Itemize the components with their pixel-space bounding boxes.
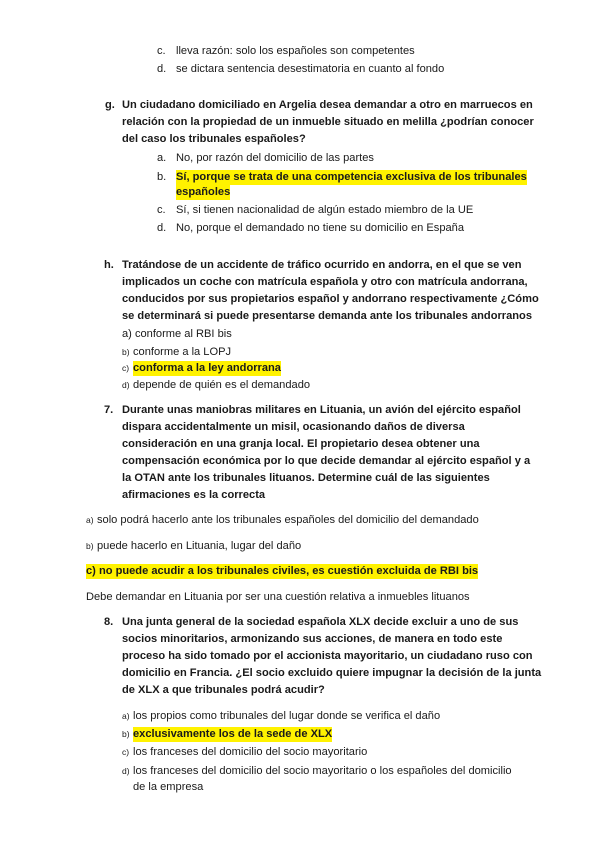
option-text: los propios como tribunales del lugar donde se verifica el daño: [133, 710, 441, 722]
option-text: depende de quién es el demandado: [133, 379, 311, 391]
option-text: los franceses del domicilio del socio mayoritario o los españoles del domicilio: [133, 765, 512, 777]
option-text: solo podrá hacerlo ante los tribunales españoles del domicilio del demandado: [97, 514, 479, 526]
option-marker: d.: [157, 63, 167, 75]
question-line: afirmaciones es la correcta: [122, 489, 266, 501]
option-marker: d): [122, 766, 130, 776]
option-text-highlighted: exclusivamente los de la sede de XLX: [133, 728, 333, 740]
option-text: puede hacerlo en Lituania, lugar del daño: [97, 540, 302, 552]
question-line: relación con la propiedad de un inmueble situado en melilla ¿podrían conocer: [122, 116, 534, 128]
option-marker: a): [86, 515, 94, 525]
option-text: los franceses del domicilio del socio mayoritario: [133, 746, 368, 758]
option-marker: b): [86, 541, 94, 551]
option-marker: a): [122, 711, 130, 721]
option-marker: b.: [157, 171, 167, 183]
option-marker: d.: [157, 222, 167, 234]
option-marker: c): [122, 747, 130, 757]
option-text-highlighted: Sí, porque se trata de una competencia exclusiva de los tribunales: [176, 171, 527, 183]
option-text: lleva razón: solo los españoles son competentes: [176, 45, 415, 57]
option-marker: b): [122, 347, 130, 357]
option-text-highlighted: c) no puede acudir a los tribunales civiles, es cuestión excluida de RBI bis: [86, 565, 479, 577]
question-line: Una junta general de la sociedad española XLX decide excluir a uno de sus: [122, 616, 519, 628]
question-line: consideración en una granja local. El propietario desea obtener una: [122, 438, 480, 450]
question-line: dispara accidentalmente un misil, ocasionando daños de diversa: [122, 421, 465, 433]
option-text-highlighted: españoles: [176, 186, 231, 198]
question-line: del caso los tribunales españoles?: [122, 133, 306, 145]
question-marker: h.: [104, 259, 114, 271]
question-marker: g.: [105, 99, 115, 111]
question-line: la OTAN ante los tribunales lituanos. Determine cuál de las siguientes: [122, 472, 490, 484]
question-line: Durante unas maniobras militares en Lituania, un avión del ejército español: [122, 404, 521, 416]
option-marker: b): [122, 729, 130, 739]
question-line: proceso ha sido tomado por el accionista mayoritario, un ciudadano ruso con: [122, 650, 533, 662]
question-line: compensación económica por lo que decide demandar al ejército español y a: [122, 455, 531, 467]
option-text: a) conforme al RBI bis: [122, 328, 232, 340]
question-line: de XLX a que tribunales podrá acudir?: [122, 684, 325, 696]
option-text-highlighted: conforma a la ley andorrana: [133, 362, 281, 374]
option-marker: c.: [157, 204, 166, 216]
question-marker: 8.: [104, 616, 114, 628]
question-line: socios minoritarios, armonizando sus acciones, de manera en todo este: [122, 633, 503, 645]
option-text: No, porque el demandado no tiene su domicilio en España: [176, 222, 465, 234]
option-marker: a.: [157, 152, 167, 164]
question-line: implicados un coche con matrícula española y otro con matrícula andorrana,: [122, 276, 528, 288]
option-text: Sí, si tienen nacionalidad de algún estado miembro de la UE: [176, 204, 474, 216]
option-marker: c): [122, 363, 130, 373]
option-text: de la empresa: [133, 781, 204, 793]
question-line: se determinará si puede presentarse demanda ante los tribunales andorranos: [122, 310, 532, 322]
option-text: No, por razón del domicilio de las partes: [176, 152, 374, 164]
answer-note: Debe demandar en Lituania por ser una cuestión relativa a inmuebles lituanos: [86, 591, 470, 603]
question-line: domicilio en Francia. ¿El socio excluido quiere impugnar la decisión de la junta: [122, 667, 542, 679]
option-text: se dictara sentencia desestimatoria en cuanto al fondo: [176, 63, 445, 75]
option-marker: d): [122, 380, 130, 390]
question-line: Tratándose de un accidente de tráfico ocurrido en andorra, en el que se ven: [122, 259, 522, 271]
option-text: conforme a la LOPJ: [133, 346, 232, 358]
question-line: Un ciudadano domiciliado en Argelia desea demandar a otro en marruecos en: [122, 99, 533, 111]
question-line: conducidos por sus propietarios español y andorrano respectivamente ¿Cómo: [122, 293, 539, 305]
option-marker: c.: [157, 45, 166, 57]
question-marker: 7.: [104, 404, 114, 416]
